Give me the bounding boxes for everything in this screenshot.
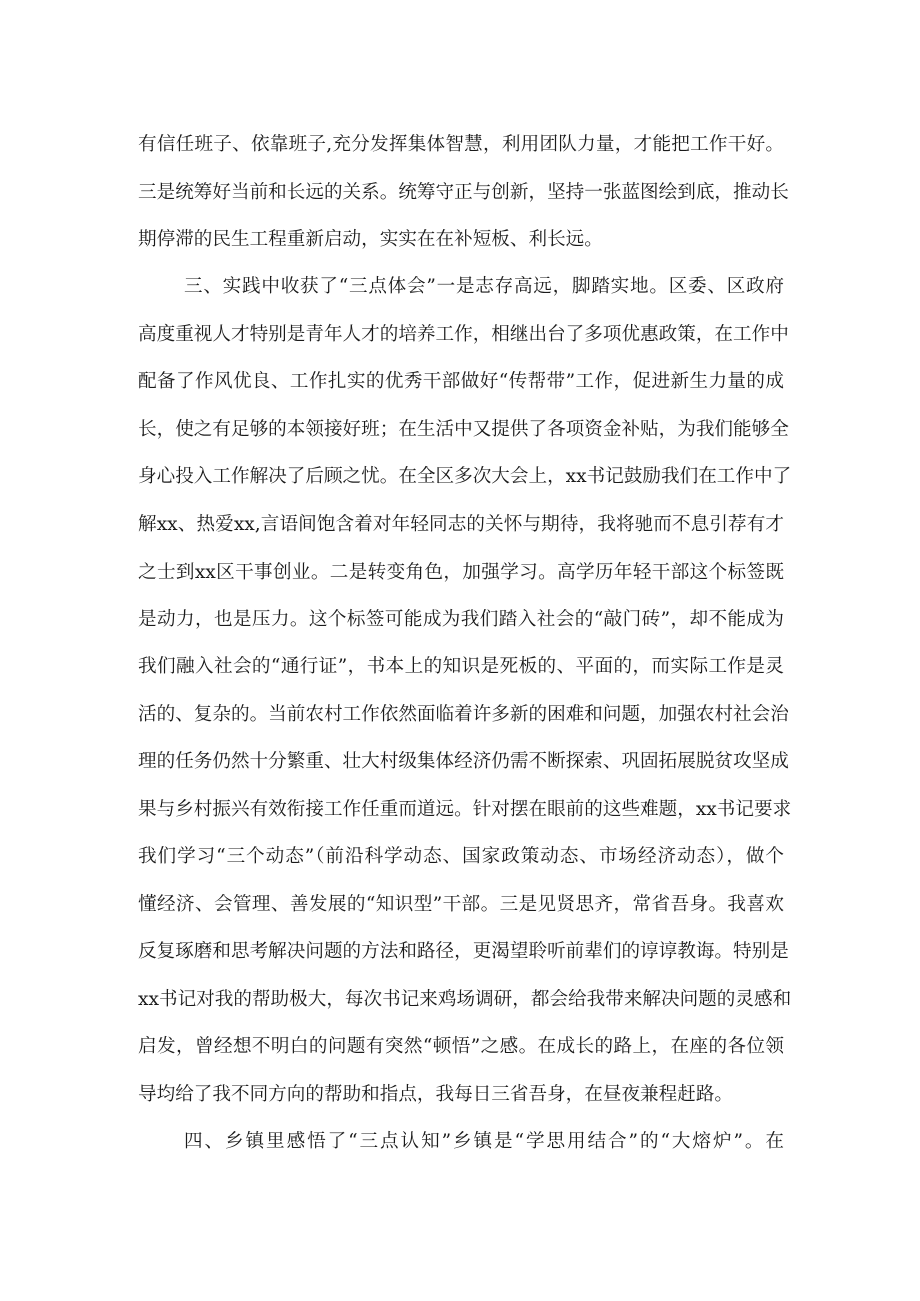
paragraph-line: 理的任务仍然十分繁重、壮大村级集体经济仍需不断探索、巩固拓展脱贫攻坚成 [138,751,789,772]
paragraph-line: 之士到xx区干事创业。二是转变角色，加强学习。高学历年轻干部这个标签既 [138,562,784,583]
paragraph-line: 懂经济、会管理、善发展的“知识型”干部。三是见贤思齐，常省吾身。我喜欢 [138,894,784,915]
paragraph-line: 导均给了我不同方向的帮助和指点，我每日三省吾身，在昼夜兼程赶路。 [138,1084,734,1105]
paragraph-line: 我们融入社会的“通行证”，书本上的知识是死板的、平面的，而实际工作是灵 [138,656,784,677]
paragraph-line: xx书记对我的帮助极大，每次书记来鸡场调研，都会给我带来解决问题的灵感和 [138,989,792,1010]
paragraph-line: 活的、复杂的。当前农村工作依然面临着许多新的困难和问题，加强农村社会治 [138,704,789,725]
paragraph-line: 身心投入工作解决了后顾之忧。在全区多次大会上，xx书记鼓励我们在工作中了 [138,466,792,487]
paragraph-line: 长，使之有足够的本领接好班；在生活中又提供了各项资金补贴，为我们能够全 [138,419,789,440]
paragraph-line: 四、乡镇里感悟了“三点认知”乡镇是“学思用结合”的“大熔炉”。在 [184,1131,784,1152]
paragraph-line: 启发，曾经想不明白的问题有突然“顿悟”之感。在成长的路上，在座的各位领 [138,1036,784,1057]
paragraph-line: 高度重视人才特别是青年人才的培养工作，相继出台了多项优惠政策，在工作中 [138,324,789,345]
paragraph-line: 果与乡村振兴有效衔接工作任重而道远。针对摆在眼前的这些难题，xx书记要求 [138,799,792,820]
paragraph-line: 三是统筹好当前和长远的关系。统筹守正与创新，坚持一张蓝图绘到底，推动长 [138,182,789,203]
paragraph-line: 反复琢磨和思考解决问题的方法和路径，更渴望聆听前辈们的谆谆教诲。特别是 [138,941,789,962]
paragraph-line: 解xx、热爱xx,言语间饱含着对年轻同志的关怀与期待，我将驰而不息引荐有才 [138,514,784,535]
paragraph-line: 是动力，也是压力。这个标签可能成为我们踏入社会的“敲门砖”，却不能成为 [138,609,784,630]
paragraph-line: 期停滞的民生工程重新启动，实实在在补短板、利长远。 [138,229,603,250]
paragraph-line: 我们学习“三个动态”（前沿科学动态、国家政策动态、市场经济动态），做个 [138,846,784,867]
paragraph-line: 配备了作风优良、工作扎实的优秀干部做好“传帮带”工作，促进新生力量的成 [138,371,784,392]
paragraph-line: 有信任班子、依靠班子,充分发挥集体智慧，利用团队力量，才能把工作干好。 [138,134,784,155]
paragraph-line: 三、实践中收获了“三点体会”一是志存高远，脚踏实地。区委、区政府 [184,276,784,297]
